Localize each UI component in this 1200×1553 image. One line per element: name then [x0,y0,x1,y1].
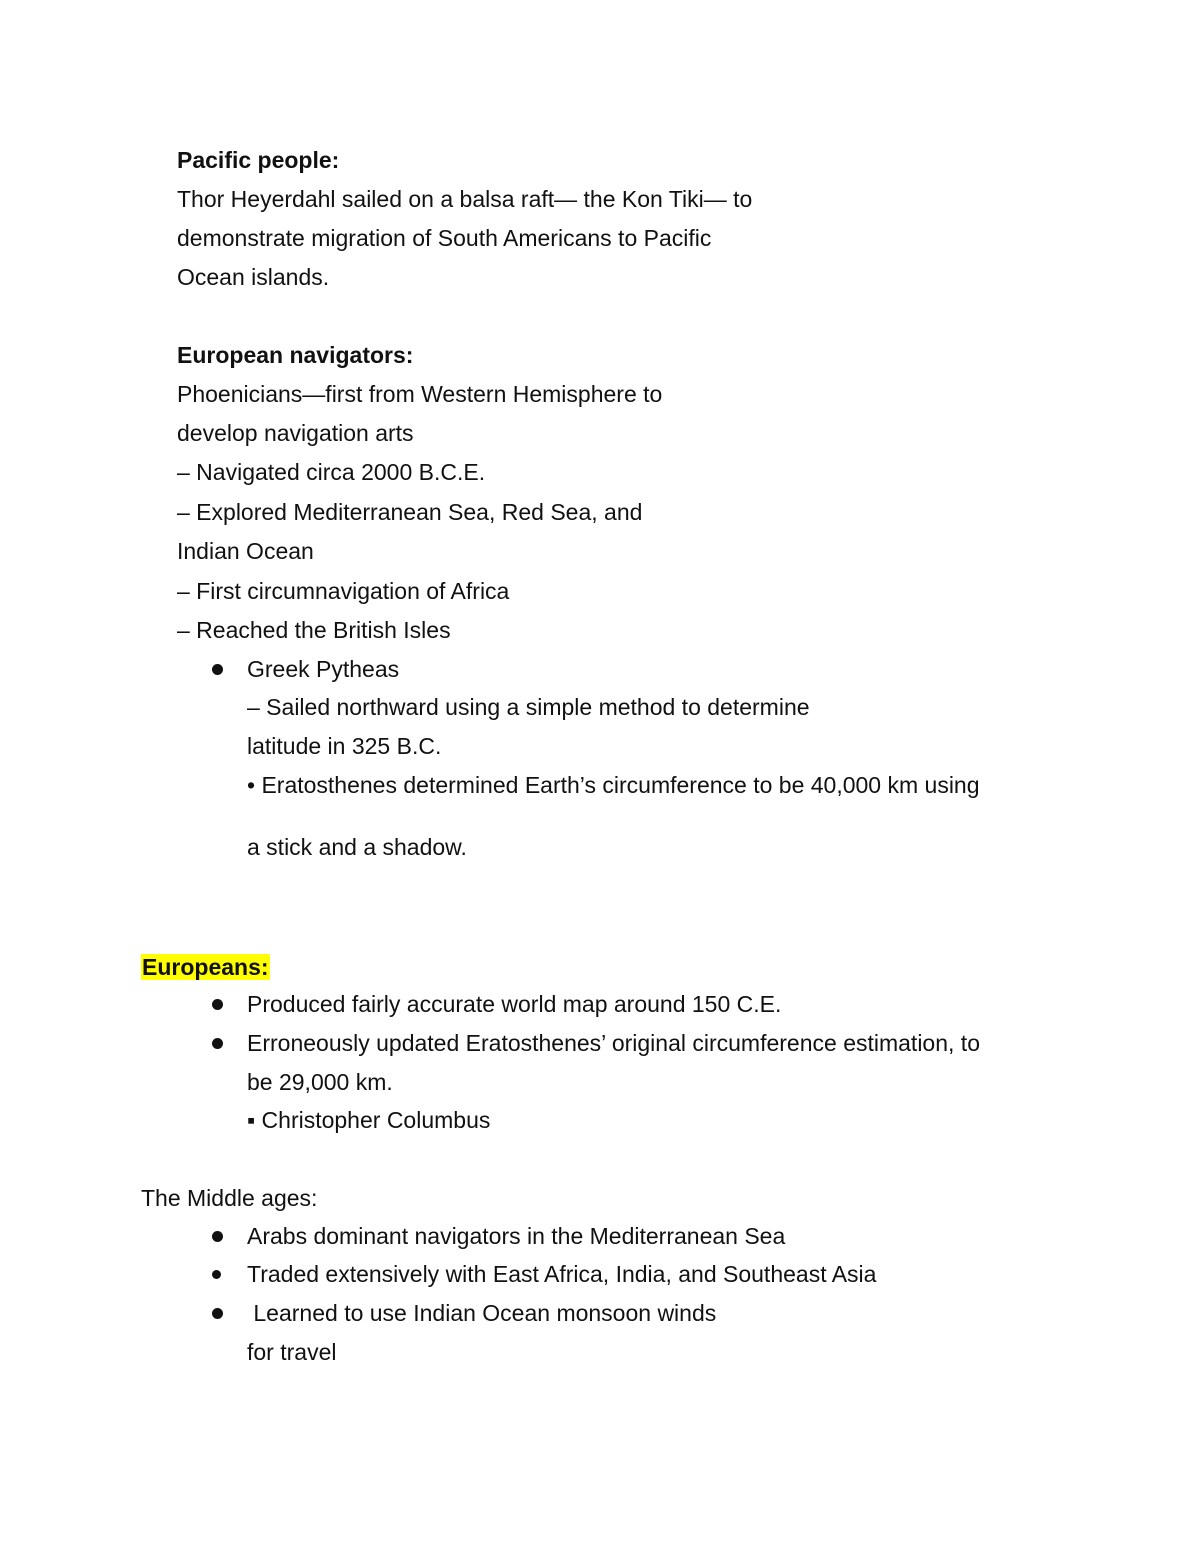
body-line: – First circumnavigation of Africa [177,578,510,604]
sub-line: latitude in 325 B.C. [247,733,442,759]
body-line: – Navigated circa 2000 B.C.E. [177,459,486,485]
highlighted-heading: Europeans: [142,954,269,980]
bullet-dot-icon [212,1038,223,1049]
sub-line: • Eratosthenes determined Earth’s circumference to be 40,000 km using [247,772,980,798]
bullet-dot-icon [212,1231,223,1242]
bullet-dot-icon [212,1270,221,1279]
list-item-continuation: be 29,000 km. [247,1069,393,1095]
body-line: develop navigation arts [177,420,414,446]
list-item: Greek Pytheas [247,656,400,682]
bullet-dot-icon [212,1308,223,1319]
list-item: Arabs dominant navigators in the Mediterranean Sea [247,1223,786,1249]
sub-line: – Sailed northward using a simple method to determine [247,694,810,720]
list-item-continuation: for travel [247,1339,337,1365]
bullet-dot-icon [212,664,223,675]
body-line: – Reached the British Isles [177,617,451,643]
section-heading-europeans [141,952,270,982]
list-item: Erroneously updated Eratosthenes’ original circumference estimation, to [247,1030,980,1056]
section-heading-european-navigators: European navigators: [177,342,414,368]
sub-line: a stick and a shadow. [247,834,467,860]
body-line: demonstrate migration of South Americans to Pacific [177,225,712,251]
body-line: Phoenicians—first from Western Hemisphere to [177,381,663,407]
list-item: Traded extensively with East Africa, India, and Southeast Asia [247,1261,877,1287]
body-line: Thor Heyerdahl sailed on a balsa raft— the Kon Tiki— to [177,186,753,212]
list-item: Learned to use Indian Ocean monsoon winds [247,1300,717,1326]
section-heading-middle-ages: The Middle ages: [141,1185,318,1211]
section-heading-pacific: Pacific people: [177,147,340,173]
sub-list-item: ▪ Christopher Columbus [247,1107,491,1133]
body-line: Ocean islands. [177,264,330,290]
body-line: Indian Ocean [177,538,314,564]
body-line: – Explored Mediterranean Sea, Red Sea, and [177,499,643,525]
list-item: Produced fairly accurate world map around 150 C.E. [247,991,782,1017]
bullet-dot-icon [212,999,223,1010]
